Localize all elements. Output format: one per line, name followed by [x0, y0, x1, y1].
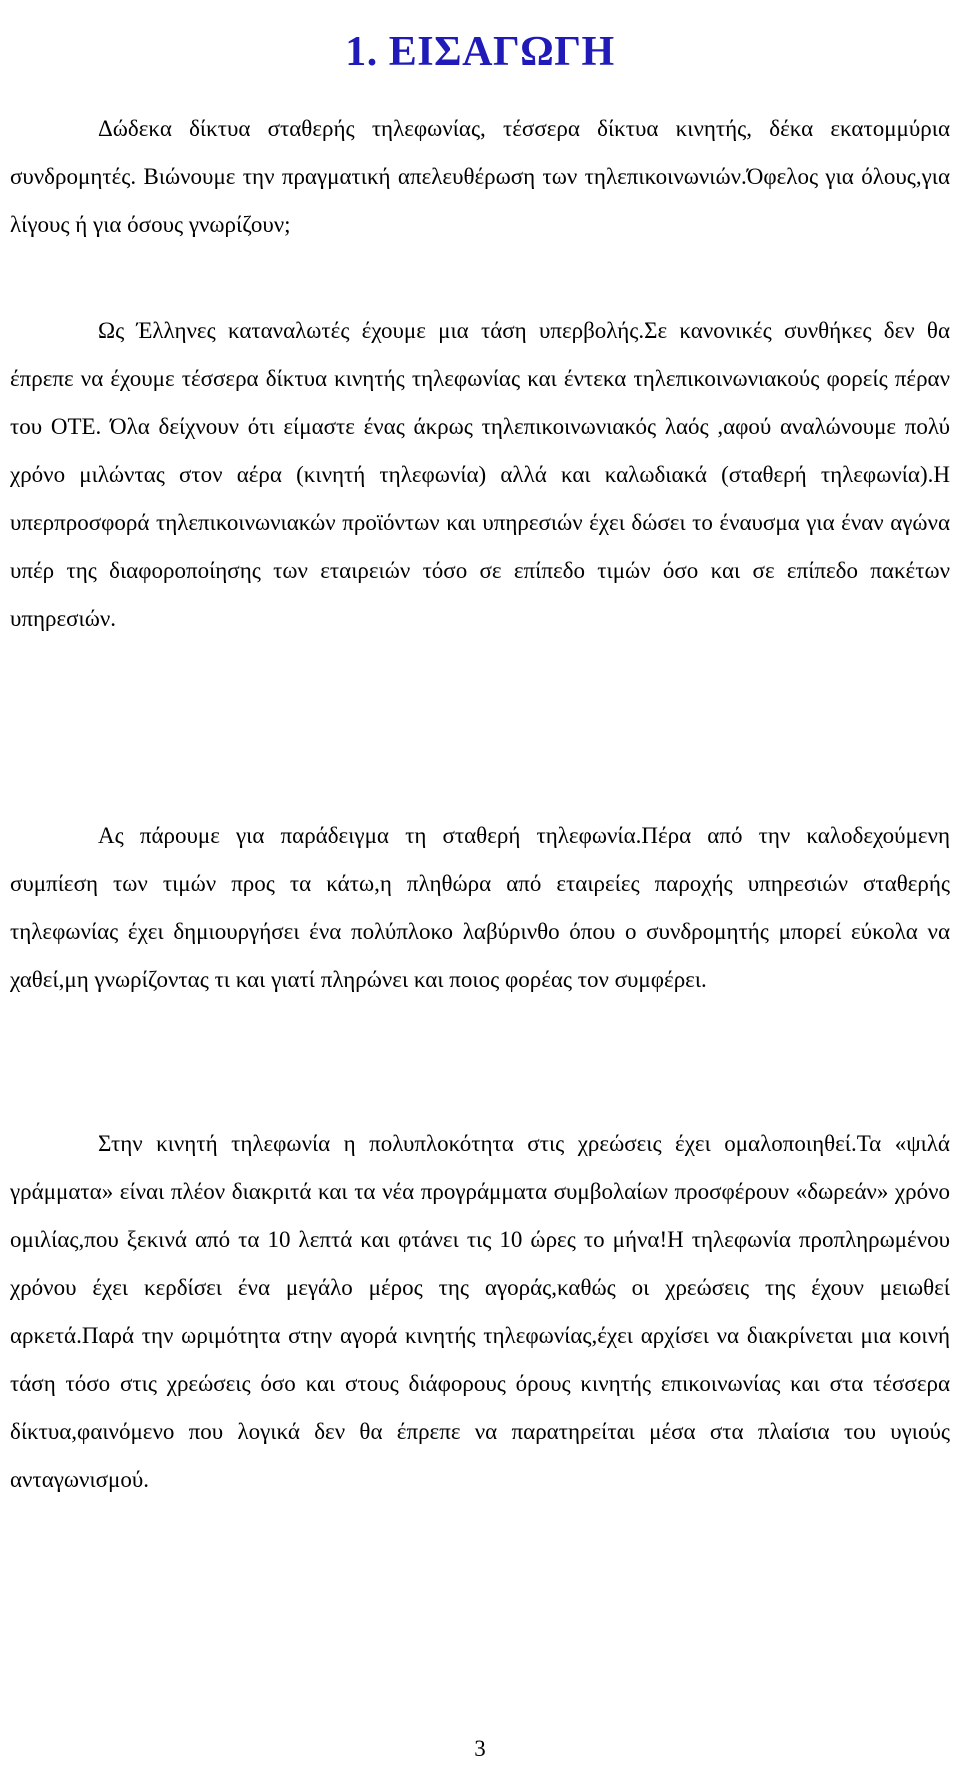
paragraph-1: Δώδεκα δίκτυα σταθερής τηλεφωνίας, τέσσερα δίκτυα κινητής, δέκα εκατομμύρια συνδρομητές. Βιώνουμε την πραγματική απελευθέρωση των τηλεπικοινωνιών.Όφελος για όλους,για λίγους ή για όσους γνωρίζουν;: [10, 116, 950, 237]
paragraph-2: Ως Έλληνες καταναλωτές έχουμε μια τάση υπερβολής.Σε κανονικές συνθήκες δεν θα έπρεπε να έχουμε τέσσερα δίκτυα κινητής τηλεφωνίας και έντεκα τηλεπικοινωνιακούς φορείς πέραν του ΟΤΕ. Όλα δείχνουν ότι είμαστε ένας άκρως τηλεπικοινωνιακός λαός ,αφού αναλώνουμε πολύ χρόνο μιλώντας στον αέρα (κινητή τηλεφωνία) αλλά και καλωδιακά (σταθερή τηλεφωνία).Η υπερπροσφορά τηλεπικοινωνιακών προϊόντων και υπηρεσιών έχει δώσει το έναυσμα για έναν αγώνα υπέρ της διαφοροποίησης των εταιρειών τόσο σε επίπεδο τιμών όσο και σε επίπεδο πακέτων υπηρεσιών.: [10, 318, 950, 631]
page-number: 3: [474, 1736, 486, 1761]
paragraph-3: Ας πάρουμε για παράδειγμα τη σταθερή τηλεφωνία.Πέρα από την καλοδεχούμενη συμπίεση των τιμών προς τα κάτω,η πληθώρα από εταιρείες παροχής υπηρεσιών σταθερής τηλεφωνίας έχει δημιουργήσει ένα πολύπλοκο λαβύρινθο όπου ο συνδρομητής μπορεί εύκολα να χαθεί,μη γνωρίζοντας τι και γιατί πληρώνει και ποιος φορέας τον συμφέρει.: [10, 823, 950, 992]
paragraph-4: Στην κινητή τηλεφωνία η πολυπλοκότητα στις χρεώσεις έχει ομαλοποιηθεί.Τα «ψιλά γράμματα» είναι πλέον διακριτά και τα νέα προγράμματα συμβολαίων προσφέρουν «δωρεάν» χρόνο ομιλίας,που ξεκινά από τα 10 λεπτά και φτάνει τις 10 ώρες το μήνα!Η τηλεφωνία προπληρωμένου χρόνου έχει κερδίσει ένα μεγάλο μέρος της αγοράς,καθώς οι χρεώσεις της έχουν μειωθεί αρκετά.Παρά την ωριμότητα στην αγορά κινητής τηλεφωνίας,έχει αρχίσει να διακρίνεται μια κοινή τάση τόσο στις χρεώσεις όσο και στους διάφορους όρους κινητής επικοινωνίας και στα τέσσερα δίκτυα,φαινόμενο που λογικά δεν θα έπρεπε να παρατηρείται μέσα στα πλαίσια του υγιούς ανταγωνισμού.: [10, 1131, 950, 1492]
section-title: 1. ΕΙΣΑΓΩΓΗ: [345, 29, 615, 76]
